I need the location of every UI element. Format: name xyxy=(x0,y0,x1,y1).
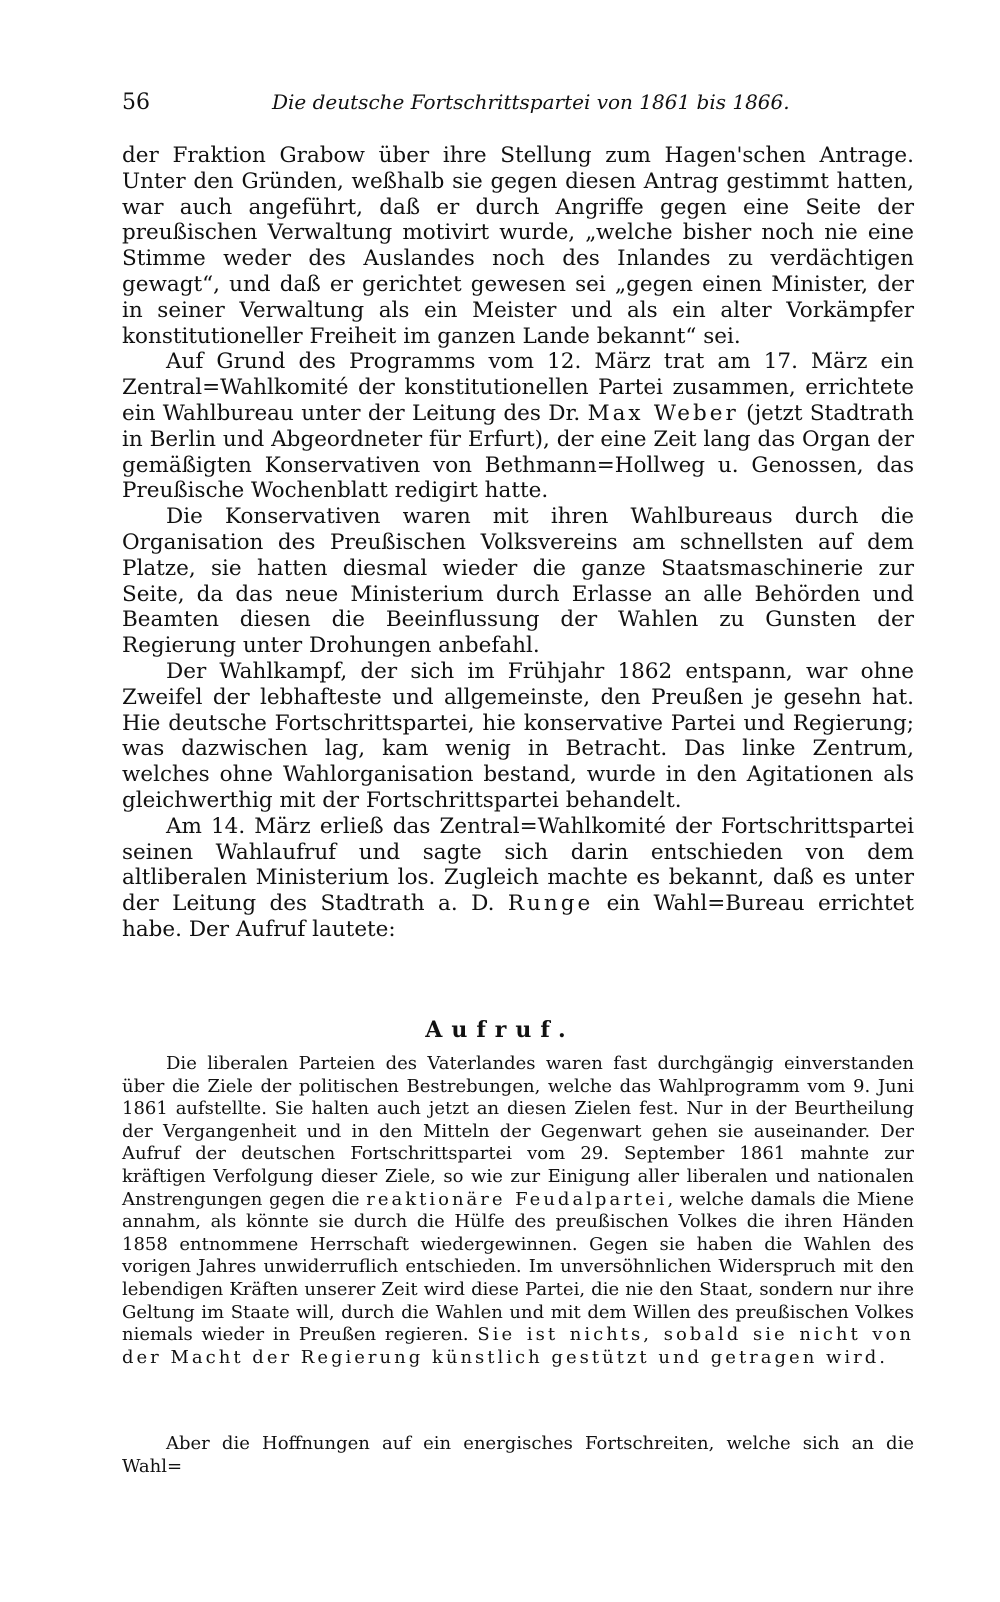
spaced-name: Max Weber xyxy=(587,400,739,426)
spaced-name: Runge xyxy=(507,891,594,917)
running-title: Die deutsche Fortschrittspartei von 1861 bis 1866. xyxy=(272,90,790,114)
aufruf-text-part: , welche damals die Miene annahm, als könnte sie durch die Hülfe des preußischen Volkes die ihren Händen 1858 entnommene Herrschaft wiedergewinnen. Gegen sie haben die Wahlen des vorigen Jahres unwiderruflich entschieden. Im unversöhnlichen Widerspruch mit den lebendigen Kräften unserer Zeit wird diese Partei, die nie den Staat, sondern nur ihre Geltung im Staate will, durch die Wahlen und mit dem Willen des preußischen Volkes niemals wieder in Preußen regieren. xyxy=(122,1188,914,1346)
aufruf-paragraph xyxy=(122,1053,914,1369)
final-paragraph: Aber die Hoffnungen auf ein energisches Fortschreiten, welche sich an die Wahl= xyxy=(122,1433,914,1477)
paragraph-text: Am 14. März erließ das Zentral=Wahlkomité der Fortschrittspartei seinen Wahlaufruf und sagte sich darin entschieden von dem altliberalen Ministerium los. Zugleich machte es bekannt, daß es unter der Leitung des Stadtrath a. D. xyxy=(122,813,914,917)
aufruf-emphasis: Sie ist nichts, sobald sie nicht von der Macht der Regierung künstlich gestützt und getragen wird. xyxy=(122,1324,914,1368)
aufruf-text-part: Die liberalen Parteien des Vaterlandes waren fast durchgängig einverstanden über die Ziele der politischen Bestrebungen, welche das Wahlprogramm vom 9. Juni 1861 aufstellte. Sie halten auch jetzt an diesen Zielen fest. Nur in der Beurtheilung der Vergangenheit und in den Mitteln der Gegenwart gehen sie auseinander. Der Aufruf der deutschen Fortschrittspartei vom 29. September 1861 mahnte zur kräftigen Verfolgung dieser Ziele, so wie zur Einigung aller liberalen und nationalen Anstrengungen gegen die xyxy=(122,1053,914,1210)
paragraph-text: (jetzt Stadtrath in Berlin und Abgeordneter für Erfurt), der eine Zeit lang das Organ der gemäßigten Konservativen von Bethmann=Hollweg u. Genossen, das Preußische Wochenblatt redigirt hatte. xyxy=(122,400,915,504)
paragraph-wahlkomite xyxy=(122,349,914,504)
body-text xyxy=(122,143,914,943)
page-number: 56 xyxy=(122,90,150,115)
aufruf-emphasis: reaktionäre Feudalpartei xyxy=(366,1188,668,1210)
aufruf-text xyxy=(122,1053,914,1369)
page-header xyxy=(122,90,912,120)
paragraph-text: ein Wahl=Bureau errichtet habe. Der Aufruf lautete: xyxy=(122,891,914,942)
aufruf-heading: Aufruf. xyxy=(425,1017,575,1043)
paragraph-konservativen: Die Konservativen waren mit ihren Wahlbureaus durch die Organisation des Preußischen Volksvereins am schnellsten auf dem Platze, sie hatten diesmal wieder die ganze Staatsmaschinerie zur Seite, da das neue Ministerium durch Erlasse an alle Behörden und Beamten diesen die Beeinflussung der Wahlen zu Gunsten der Regierung unter Drohungen anbefahl. xyxy=(122,504,914,659)
paragraph-wahlkampf: Der Wahlkampf, der sich im Frühjahr 1862 entspann, war ohne Zweifel der lebhafteste und allgemeinste, den Preußen je gesehn hat. Hie deutsche Fortschrittspartei, hie konservative Partei und Regierung; was dazwischen lag, kam wenig in Betracht. Das linke Zentrum, welches ohne Wahlorganisation bestand, wurde in den Agitationen als gleichwerthig mit der Fortschrittspartei behandelt. xyxy=(122,658,914,813)
paragraph-continuation: der Fraktion Grabow über ihre Stellung zum Hagen'schen Antrage. Unter den Gründen, weßhalb sie gegen diesen Antrag gestimmt hatten, war auch angeführt, daß er durch Angriffe gegen eine Seite der preußischen Verwaltung motivirt wurde, „welche bisher noch nie eine Stimme weder des Auslandes noch des Inlandes zu verdächtigen gewagt“, und daß er gerichtet gewesen sei „gegen einen Minister, der in seiner Verwaltung als ein Meister und als ein alter Vorkämpfer konstitutioneller Freiheit im ganzen Lande bekannt“ sei. xyxy=(122,143,914,349)
paragraph-wahlaufruf xyxy=(122,814,914,943)
final-text xyxy=(122,1433,914,1478)
paragraph-text: Auf Grund des Programms vom 12. März trat am 17. März ein Zentral=Wahlkomité der konstitutionellen Partei zusammen, errichtete ein Wahlbureau unter der Leitung des Dr. xyxy=(122,349,914,426)
